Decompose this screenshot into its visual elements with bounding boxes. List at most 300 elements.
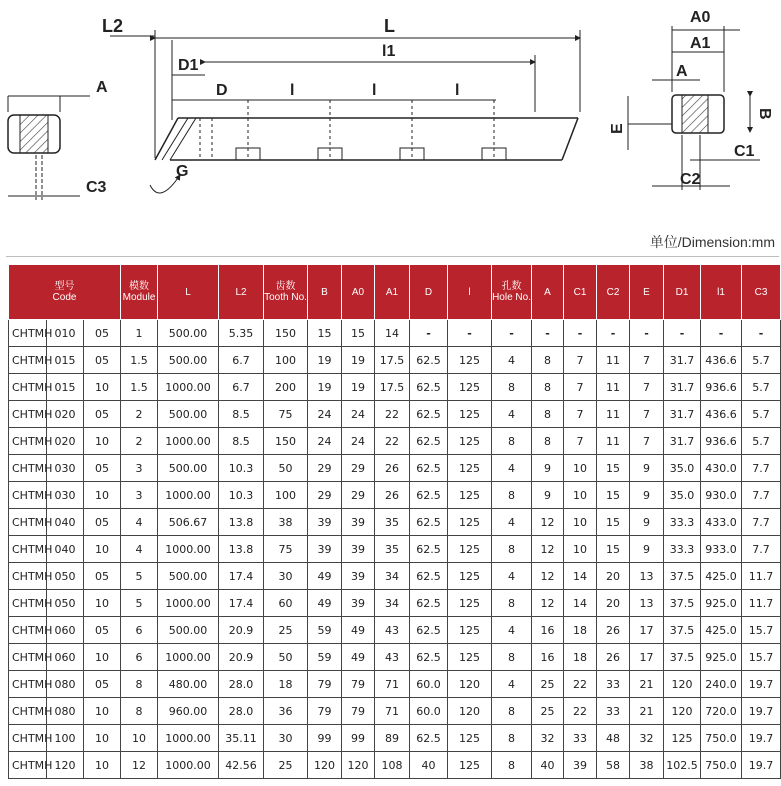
table-cell: 436.6 <box>701 401 742 428</box>
column-header <box>564 265 597 320</box>
column-header-en: A <box>544 286 551 298</box>
table-cell: 26 <box>375 482 410 509</box>
table-cell: 125 <box>448 536 492 563</box>
table-cell: 62.5 <box>410 617 448 644</box>
table-cell: 50 <box>264 455 308 482</box>
column-header <box>9 265 121 320</box>
table-cell: 30 <box>264 725 308 752</box>
table-cell: 37.5 <box>664 563 701 590</box>
table-cell: - <box>742 320 781 347</box>
table-cell: 015 <box>47 374 84 401</box>
table-cell: 7 <box>630 347 664 374</box>
column-header-en: Tooth No. <box>264 292 307 303</box>
table-cell: 10 <box>121 725 158 752</box>
column-header <box>448 265 492 320</box>
table-cell: 31.7 <box>664 401 701 428</box>
table-cell: 19 <box>308 347 342 374</box>
table-row <box>9 671 781 698</box>
table-cell: 33.3 <box>664 509 701 536</box>
table-row <box>9 725 781 752</box>
table-cell: CHTMH <box>9 617 47 644</box>
table-cell: 930.0 <box>701 482 742 509</box>
table-cell: 10 <box>84 725 121 752</box>
column-header-en: Code <box>52 292 77 303</box>
table-cell: 21 <box>630 698 664 725</box>
table-cell: 19.7 <box>742 725 781 752</box>
table-cell: 10 <box>564 482 597 509</box>
label-A1: A1 <box>690 35 711 52</box>
table-cell: 7 <box>564 374 597 401</box>
table-cell: 05 <box>84 347 121 374</box>
table-cell: 11.7 <box>742 563 781 590</box>
table-cell: 8 <box>121 698 158 725</box>
table-cell: 11.7 <box>742 590 781 617</box>
column-header-cn: 型号 <box>54 281 75 292</box>
table-cell: 7.7 <box>742 482 781 509</box>
table-cell: 62.5 <box>410 428 448 455</box>
table-cell: 79 <box>342 671 375 698</box>
table-cell: CHTMH <box>9 536 47 563</box>
table-cell: 4 <box>492 617 532 644</box>
table-cell: CHTMH <box>9 671 47 698</box>
table-cell: 18 <box>564 644 597 671</box>
table-cell: 39 <box>564 752 597 779</box>
table-cell: 5.7 <box>742 428 781 455</box>
table-cell: 925.0 <box>701 590 742 617</box>
table-cell: 8 <box>492 644 532 671</box>
column-header-en: E <box>643 286 650 298</box>
label-l-3: l <box>455 82 460 99</box>
table-cell: 120 <box>47 752 84 779</box>
table-cell: 125 <box>448 590 492 617</box>
column-header-en: L <box>185 286 191 298</box>
spec-table <box>8 264 781 779</box>
table-cell: 500.00 <box>158 455 219 482</box>
table-cell: 120 <box>308 752 342 779</box>
table-cell: 9 <box>630 536 664 563</box>
table-cell: 25 <box>532 698 564 725</box>
table-cell: 34 <box>375 590 410 617</box>
table-cell: 8 <box>492 482 532 509</box>
table-cell: 4 <box>492 401 532 428</box>
table-cell: CHTMH <box>9 320 47 347</box>
table-cell: - <box>630 320 664 347</box>
table-cell: 35.11 <box>219 725 264 752</box>
table-cell: 37.5 <box>664 617 701 644</box>
table-cell: 33 <box>564 725 597 752</box>
label-E: E <box>609 123 626 134</box>
table-cell: 7.7 <box>742 536 781 563</box>
table-cell: 12 <box>532 563 564 590</box>
table-cell: CHTMH <box>9 725 47 752</box>
column-header-en: l <box>468 286 471 298</box>
table-cell: 8 <box>492 428 532 455</box>
table-cell: 240.0 <box>701 671 742 698</box>
table-cell: 19.7 <box>742 671 781 698</box>
table-cell: 25 <box>264 752 308 779</box>
table-cell: 17.5 <box>375 374 410 401</box>
table-cell: 11 <box>597 401 630 428</box>
table-cell: 22 <box>375 428 410 455</box>
cross-section-view <box>609 9 773 190</box>
table-cell: 500.00 <box>158 347 219 374</box>
column-header-en: l1 <box>717 286 725 298</box>
label-L: L <box>384 16 395 36</box>
table-cell: 936.6 <box>701 428 742 455</box>
table-cell: 125 <box>664 725 701 752</box>
table-cell: 7 <box>630 428 664 455</box>
table-cell: 125 <box>448 644 492 671</box>
column-header <box>532 265 564 320</box>
table-cell: 26 <box>597 617 630 644</box>
table-cell: 28.0 <box>219 671 264 698</box>
table-cell: 05 <box>84 320 121 347</box>
table-cell: 125 <box>448 752 492 779</box>
label-C3: C3 <box>86 179 107 196</box>
table-cell: 28.0 <box>219 698 264 725</box>
table-cell: 26 <box>375 455 410 482</box>
column-header-en: C2 <box>606 286 620 298</box>
table-cell: 8 <box>532 428 564 455</box>
table-cell: 10.3 <box>219 455 264 482</box>
label-l1: l1 <box>382 43 396 60</box>
table-row <box>9 536 781 563</box>
table-row <box>9 401 781 428</box>
column-header <box>158 265 219 320</box>
table-cell: 7.7 <box>742 509 781 536</box>
label-L2: L2 <box>102 16 124 36</box>
table-cell: 60.0 <box>410 698 448 725</box>
table-cell: 4 <box>492 509 532 536</box>
table-cell: 8 <box>532 374 564 401</box>
table-cell: 13.8 <box>219 509 264 536</box>
table-cell: 14 <box>375 320 410 347</box>
table-cell: 13 <box>630 590 664 617</box>
table-cell: 99 <box>308 725 342 752</box>
table-cell: 19.7 <box>742 752 781 779</box>
table-cell: 49 <box>308 563 342 590</box>
column-header-cn: 齿数 <box>275 281 296 292</box>
table-cell: 33.3 <box>664 536 701 563</box>
table-row <box>9 455 781 482</box>
table-cell: 39 <box>342 563 375 590</box>
table-cell: 080 <box>47 671 84 698</box>
table-cell: 19 <box>342 347 375 374</box>
table-cell: 33 <box>597 698 630 725</box>
column-header-en: L2 <box>235 286 247 298</box>
table-cell: 79 <box>308 671 342 698</box>
table-cell: 17.4 <box>219 590 264 617</box>
table-cell: 62.5 <box>410 509 448 536</box>
table-cell: 17.5 <box>375 347 410 374</box>
table-cell: 62.5 <box>410 401 448 428</box>
table-cell: 425.0 <box>701 563 742 590</box>
table-cell: 433.0 <box>701 509 742 536</box>
table-cell: 05 <box>84 617 121 644</box>
table-cell: 125 <box>448 482 492 509</box>
table-cell: 50 <box>264 644 308 671</box>
table-cell: 7 <box>630 374 664 401</box>
table-cell: 8 <box>532 347 564 374</box>
table-cell: 05 <box>84 509 121 536</box>
table-cell: CHTMH <box>9 455 47 482</box>
table-cell: CHTMH <box>9 752 47 779</box>
table-cell: 20.9 <box>219 644 264 671</box>
table-cell: 120 <box>342 752 375 779</box>
table-cell: 49 <box>342 617 375 644</box>
table-cell: 3 <box>121 455 158 482</box>
table-cell: 1.5 <box>121 374 158 401</box>
table-cell: 10.3 <box>219 482 264 509</box>
table-cell: 102.5 <box>664 752 701 779</box>
table-cell: 6 <box>121 644 158 671</box>
table-cell: 60.0 <box>410 671 448 698</box>
divider <box>6 256 779 257</box>
table-cell: 19 <box>342 374 375 401</box>
table-cell: 33 <box>597 671 630 698</box>
table-cell: - <box>532 320 564 347</box>
table-cell: 43 <box>375 617 410 644</box>
column-header <box>342 265 375 320</box>
column-header-en: D1 <box>675 286 689 298</box>
table-cell: 43 <box>375 644 410 671</box>
table-cell: 7 <box>564 347 597 374</box>
table-cell: 1000.00 <box>158 590 219 617</box>
table-cell: 05 <box>84 455 121 482</box>
table-cell: 200 <box>264 374 308 401</box>
table-cell: 12 <box>532 509 564 536</box>
rack-side-view <box>102 16 580 193</box>
label-A-left: A <box>96 79 108 96</box>
table-cell: 8 <box>492 752 532 779</box>
table-cell: 8 <box>492 725 532 752</box>
table-cell: 18 <box>564 617 597 644</box>
table-cell: 4 <box>121 536 158 563</box>
table-cell: CHTMH <box>9 401 47 428</box>
column-header-en: Module <box>122 292 156 303</box>
table-cell: 080 <box>47 698 84 725</box>
column-header <box>410 265 448 320</box>
table-cell: 020 <box>47 428 84 455</box>
table-cell: 430.0 <box>701 455 742 482</box>
table-cell: 17 <box>630 617 664 644</box>
table-cell: CHTMH <box>9 590 47 617</box>
table-cell: CHTMH <box>9 482 47 509</box>
table-cell: CHTMH <box>9 509 47 536</box>
table-cell: 10 <box>84 698 121 725</box>
table-cell: 99 <box>342 725 375 752</box>
table-cell: 12 <box>532 590 564 617</box>
table-cell: 13.8 <box>219 536 264 563</box>
table-cell: 38 <box>630 752 664 779</box>
label-C2: C2 <box>680 171 701 188</box>
label-A-right: A <box>676 63 688 80</box>
table-cell: - <box>448 320 492 347</box>
label-D: D <box>216 82 228 99</box>
table-cell: 8 <box>492 698 532 725</box>
table-cell: 15.7 <box>742 617 781 644</box>
table-cell: 1000.00 <box>158 725 219 752</box>
table-cell: 1000.00 <box>158 752 219 779</box>
table-cell: 2 <box>121 428 158 455</box>
table-cell: 17.4 <box>219 563 264 590</box>
column-header <box>121 265 158 320</box>
table-row <box>9 374 781 401</box>
table-cell: 16 <box>532 617 564 644</box>
table-cell: 39 <box>342 509 375 536</box>
table-cell: 150 <box>264 320 308 347</box>
table-cell: 11 <box>597 428 630 455</box>
table-cell: 32 <box>532 725 564 752</box>
table-cell: 500.00 <box>158 563 219 590</box>
table-cell: 6.7 <box>219 374 264 401</box>
table-cell: 10 <box>84 482 121 509</box>
table-cell: 030 <box>47 455 84 482</box>
table-cell: 5.7 <box>742 347 781 374</box>
table-cell: 24 <box>308 401 342 428</box>
table-cell: 12 <box>121 752 158 779</box>
table-cell: 26 <box>597 644 630 671</box>
table-cell: 125 <box>448 509 492 536</box>
table-cell: 500.00 <box>158 617 219 644</box>
column-header-en: A1 <box>385 286 399 298</box>
table-cell: 62.5 <box>410 644 448 671</box>
table-cell: 8.5 <box>219 401 264 428</box>
table-cell: 75 <box>264 536 308 563</box>
column-header <box>219 265 264 320</box>
table-row <box>9 617 781 644</box>
column-header <box>701 265 742 320</box>
table-row <box>9 509 781 536</box>
table-cell: 125 <box>448 401 492 428</box>
table-cell: 16 <box>532 644 564 671</box>
table-cell: 39 <box>308 509 342 536</box>
table-cell: 960.00 <box>158 698 219 725</box>
table-cell: 1 <box>121 320 158 347</box>
table-row <box>9 698 781 725</box>
table-cell: 506.67 <box>158 509 219 536</box>
table-cell: 31.7 <box>664 428 701 455</box>
table-cell: 62.5 <box>410 347 448 374</box>
table-cell: 62.5 <box>410 455 448 482</box>
table-cell: 11 <box>597 374 630 401</box>
table-cell: 20 <box>597 563 630 590</box>
table-cell: 25 <box>264 617 308 644</box>
table-cell: 05 <box>84 401 121 428</box>
table-cell: 7 <box>564 428 597 455</box>
table-cell: 15 <box>597 482 630 509</box>
technical-drawing <box>0 0 781 230</box>
label-l-1: l <box>290 82 295 99</box>
table-cell: 62.5 <box>410 590 448 617</box>
table-cell: 22 <box>564 671 597 698</box>
table-cell: 480.00 <box>158 671 219 698</box>
table-cell: 21 <box>630 671 664 698</box>
table-cell: 20 <box>597 590 630 617</box>
table-cell: 05 <box>84 563 121 590</box>
table-cell: 10 <box>84 428 121 455</box>
table-cell: 24 <box>308 428 342 455</box>
table-row <box>9 482 781 509</box>
label-l-2: l <box>372 82 377 99</box>
table-cell: 6.7 <box>219 347 264 374</box>
column-header <box>664 265 701 320</box>
table-cell: 58 <box>597 752 630 779</box>
table-cell: 8 <box>532 401 564 428</box>
table-cell: 37.5 <box>664 644 701 671</box>
table-cell: 29 <box>308 482 342 509</box>
table-cell: 10 <box>564 536 597 563</box>
table-cell: - <box>701 320 742 347</box>
label-C1: C1 <box>734 143 755 160</box>
table-cell: 15 <box>597 536 630 563</box>
table-cell: 22 <box>564 698 597 725</box>
table-cell: 59 <box>308 644 342 671</box>
column-header-en: Hole No. <box>492 292 531 303</box>
table-cell: 10 <box>564 509 597 536</box>
table-cell: 10 <box>84 644 121 671</box>
table-cell: 1.5 <box>121 347 158 374</box>
table-cell: 89 <box>375 725 410 752</box>
table-cell: CHTMH <box>9 644 47 671</box>
table-cell: 15 <box>597 455 630 482</box>
table-cell: 1000.00 <box>158 428 219 455</box>
table-cell: 1000.00 <box>158 536 219 563</box>
table-cell: 59 <box>308 617 342 644</box>
table-cell: 60 <box>264 590 308 617</box>
table-cell: - <box>410 320 448 347</box>
table-cell: 30 <box>264 563 308 590</box>
table-cell: 125 <box>448 617 492 644</box>
table-cell: 15 <box>308 320 342 347</box>
table-cell: 933.0 <box>701 536 742 563</box>
table-cell: 425.0 <box>701 617 742 644</box>
table-cell: 500.00 <box>158 320 219 347</box>
column-header <box>375 265 410 320</box>
table-cell: 39 <box>308 536 342 563</box>
table-cell: 108 <box>375 752 410 779</box>
table-cell: 7 <box>630 401 664 428</box>
table-cell: 9 <box>630 509 664 536</box>
unit-label: 单位/Dimension:mm <box>649 234 775 250</box>
table-cell: 6 <box>121 617 158 644</box>
table-cell: 8 <box>492 374 532 401</box>
column-header <box>308 265 342 320</box>
table-cell: 7.7 <box>742 455 781 482</box>
table-cell: 120 <box>448 671 492 698</box>
column-header-en: B <box>321 286 328 298</box>
column-header-en: C3 <box>754 286 768 298</box>
table-cell: 35.0 <box>664 482 701 509</box>
table-cell: 34 <box>375 563 410 590</box>
table-cell: 120 <box>448 698 492 725</box>
table-cell: 125 <box>448 347 492 374</box>
table-cell: 936.6 <box>701 374 742 401</box>
table-cell: 71 <box>375 698 410 725</box>
table-cell: 020 <box>47 401 84 428</box>
table-cell: 71 <box>375 671 410 698</box>
table-cell: 14 <box>564 590 597 617</box>
table-cell: 925.0 <box>701 644 742 671</box>
table-cell: 48 <box>597 725 630 752</box>
table-cell: 9 <box>532 482 564 509</box>
table-cell: 500.00 <box>158 401 219 428</box>
table-cell: CHTMH <box>9 698 47 725</box>
table-row <box>9 590 781 617</box>
table-cell: 1000.00 <box>158 644 219 671</box>
table-cell: 31.7 <box>664 347 701 374</box>
table-cell: 2 <box>121 401 158 428</box>
